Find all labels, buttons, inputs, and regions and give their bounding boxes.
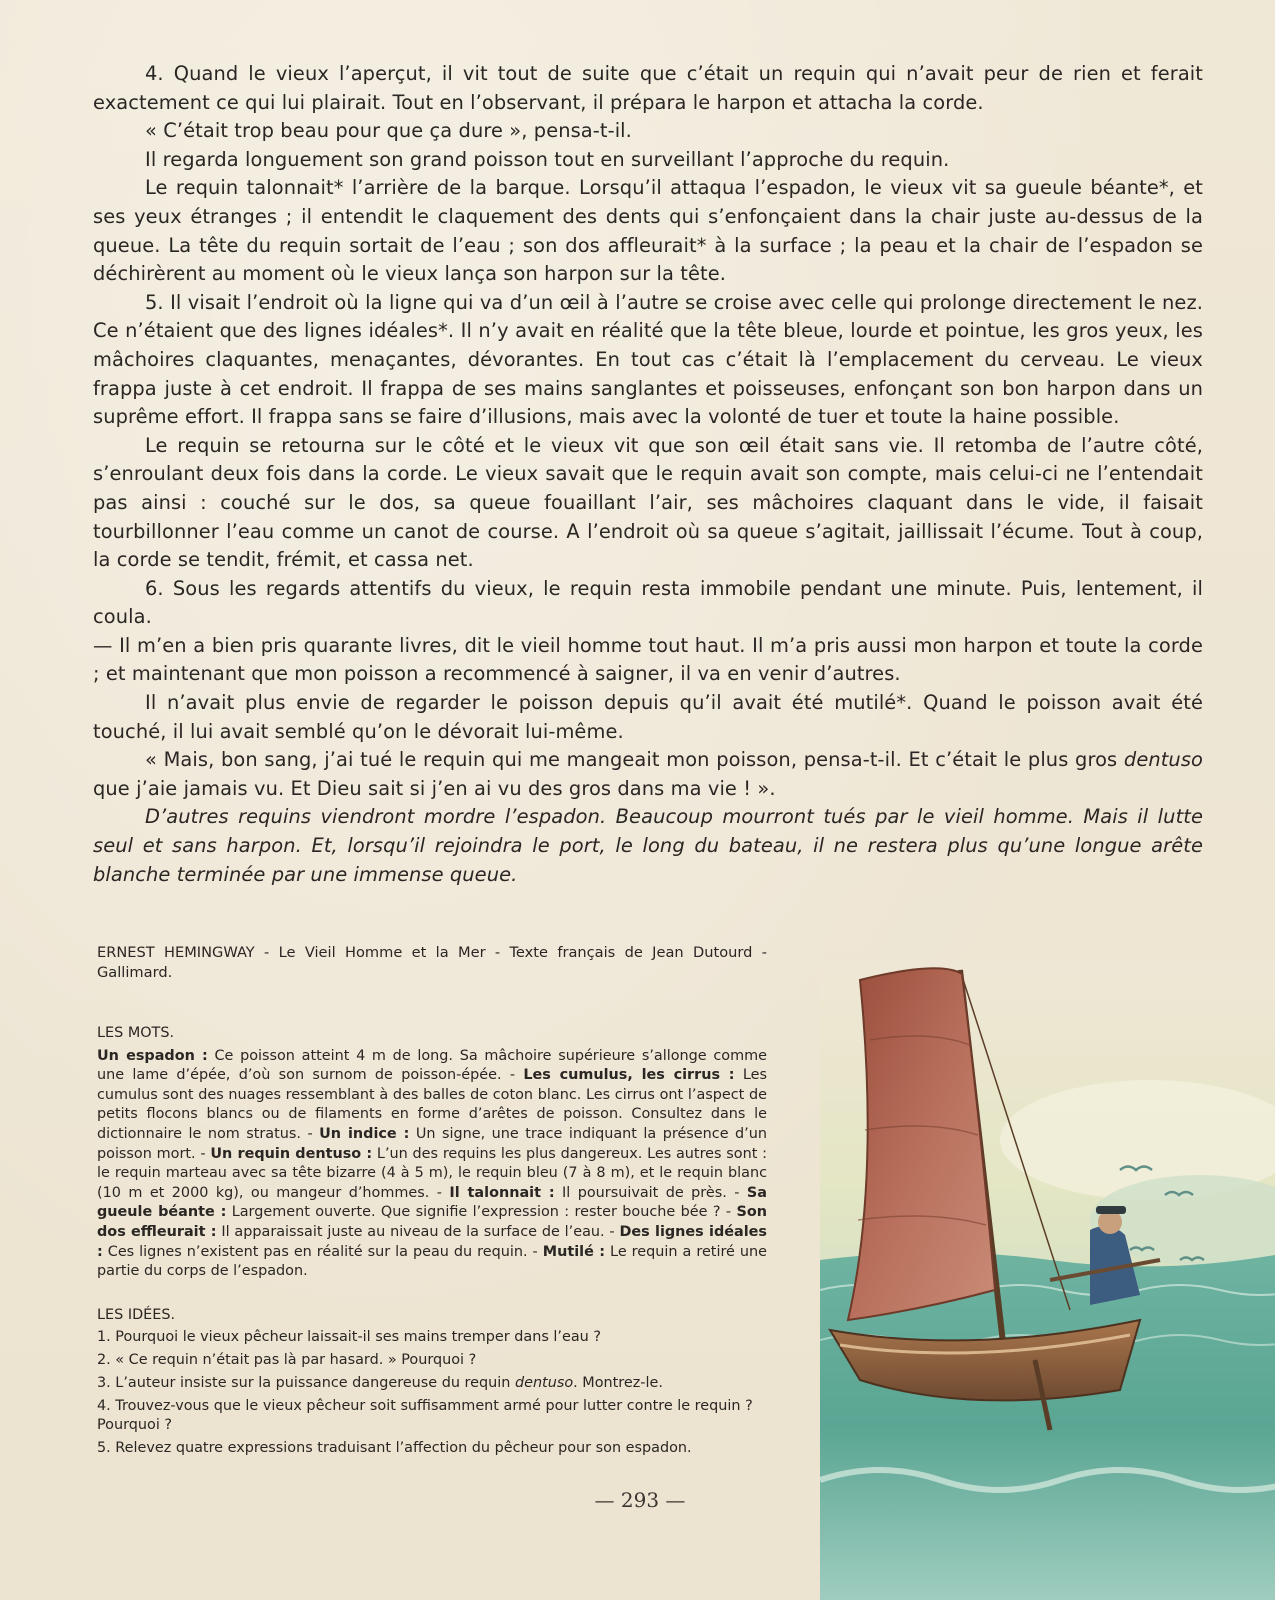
paragraph: 5. Il visait l’endroit où la ligne qui va d’un œil à l’autre se croise avec celle qui prolonge directement le nez. Ce n’étaient que des lignes idéales*. Il n’y avait en réalité que la tête bleue, lourde et pointue, les gros yeux, les mâchoires claquantes, menaçantes, dévorantes. En tout cas c’était là l’emplacement du cerveau. Le vieux frappa juste à cet endroit. Il frappa de ses mains sanglantes et poisseuses, enfonçant son bon harpon dans un suprême effort. Il frappa sans se faire d’illusions, mais avec la volonté de tuer et toute la haine possible.: [93, 290, 1203, 429]
question-text: . Montrez-le.: [573, 1375, 663, 1391]
definition: L’un des requins les plus dangereux. Les autres sont : le requin marteau avec sa tête bizarre (4 à 5 m), le requin bleu (7 à 8 m), et le requin blanc (10 m et 2000 kg), ou mangeur d’hommes. -: [97, 1145, 767, 1201]
question-list: [97, 1328, 767, 1458]
vocabulary-heading: LES MOTS.: [97, 1025, 175, 1041]
vocabulary-body: [97, 1048, 767, 1280]
definition: Un signe, une trace indiquant la présence d’un poisson mort. -: [97, 1125, 767, 1162]
sailboat-illustration: [820, 960, 1275, 1600]
story-text: [93, 60, 1203, 889]
term: Un espadon :: [97, 1047, 208, 1064]
question-item: [97, 1374, 767, 1393]
term: Il talonnait :: [449, 1184, 555, 1201]
paragraph: Il n’avait plus envie de regarder le poisson depuis qu’il avait été mutilé*. Quand le poisson avait été touché, il lui avait semblé qu’on le dévorait lui-même.: [93, 691, 1203, 743]
paragraph: [93, 746, 1203, 803]
term: Sa gueule béante :: [97, 1184, 767, 1221]
dentuso-term: dentuso: [1123, 748, 1203, 772]
question-item: 5. Relevez quatre expressions traduisant l’affection du pêcheur pour son espadon.: [97, 1440, 692, 1456]
dialogue-paragraph: — Il m’en a bien pris quarante livres, dit le vieil homme tout haut. Il m’a pris aussi mon harpon et toute la corde ; et maintenant que mon poisson a recommencé à saigner, il va en venir d’autres.: [93, 633, 1203, 686]
paragraph: « C’était trop beau pour que ça dure », pensa-t-il.: [145, 119, 632, 143]
definition: Ce poisson atteint 4 m de long. Sa mâchoire supérieure s’allonge comme une lame d’épée, d’où son surnom de poisson-épée. -: [97, 1047, 767, 1084]
term: Son dos effleurait :: [97, 1204, 767, 1240]
paragraph: 4. Quand le vieux l’aperçut, il vit tout de suite que c’était un requin qui n’avait peur de rien et ferait exactement ce qui lui plairait. Tout en l’observant, il prépara le harpon et attacha la corde.: [93, 62, 1203, 114]
paragraph-end: que j’aie jamais vu. Et Dieu sait si j’en ai vu des gros dans ma vie ! ».: [93, 776, 776, 800]
dentuso-term: dentuso: [514, 1375, 574, 1391]
question-text: 3. L’auteur insiste sur la puissance dangereuse du requin: [97, 1375, 515, 1391]
term: Un requin dentuso :: [210, 1145, 373, 1162]
term: Mutilé :: [542, 1243, 606, 1260]
term: Des lignes idéales :: [97, 1223, 767, 1260]
ideas-section: [97, 1306, 767, 1462]
definition: Il apparaissait juste au niveau de la surface de l’eau. -: [216, 1223, 620, 1240]
paragraph: 6. Sous les regards attentifs du vieux, le requin resta immobile pendant une minute. Puis, lentement, il coula.: [93, 576, 1203, 629]
definition: Largement ouverte. Que signifie l’expression : rester bouche bée ? -: [226, 1204, 737, 1221]
definition: Ces lignes n’existent pas en réalité sur la peau du requin. -: [102, 1243, 543, 1260]
question-item: 2. « Ce requin n’était pas là par hasard. » Pourquoi ?: [97, 1352, 477, 1368]
paragraph: Il regarda longuement son grand poisson tout en surveillant l’approche du requin.: [145, 147, 950, 171]
definition: Le requin a retiré une partie du corps de l’espadon.: [97, 1243, 767, 1280]
definition: Il poursuivait de près. -: [554, 1184, 747, 1201]
definition: Les cumulus sont des nuages ressemblant à des balles de coton blanc. Les cirrus ont l’aspect de petits flocons blancs ou de filaments en forme d’arêtes de poisson. Consultez dans le dictionnaire le nom stratus. -: [97, 1067, 767, 1142]
vocabulary-section: [97, 1024, 767, 1282]
paragraph: Le requin se retourna sur le côté et le vieux vit que son œil était sans vie. Il retomba de l’autre côté, s’enroulant deux fois dans la corde. Le vieux savait que le requin avait son compte, mais celui-ci ne l’entendait pas ainsi : couché sur le dos, sa queue fouaillant l’air, ses mâchoires claquant dans le vide, il faisait tourbillonner l’eau comme un canot de course. A l’endroit où sa queue s’agitait, jaillissait l’écume. Tout à coup, la corde se tendit, frémit, et cassa net.: [93, 433, 1203, 572]
question-item: 1. Pourquoi le vieux pêcheur laissait-il ses mains tremper dans l’eau ?: [97, 1329, 601, 1345]
term: Les cumulus, les cirrus :: [523, 1067, 735, 1084]
question-item: 4. Trouvez-vous que le vieux pêcheur soit suffisamment armé pour lutter contre le requin ? Pourquoi ?: [97, 1398, 753, 1433]
term: Un indice :: [319, 1125, 410, 1142]
summary-paragraph: D’autres requins viendront mordre l’espadon. Beaucoup mourront tués par le vieil homme. Mais il lutte seul et sans harpon. Et, lorsqu’il rejoindra le port, le long du bateau, il ne restera plus qu’une longue arête blanche terminée par une immense queue.: [93, 805, 1203, 886]
paragraph-start: « Mais, bon sang, j’ai tué le requin qui me mangeait mon poisson, pensa-t-il. Et c’était le plus gros: [145, 748, 1118, 772]
ideas-heading: LES IDÉES.: [97, 1307, 176, 1323]
paragraph: Le requin talonnait* l’arrière de la barque. Lorsqu’il attaqua l’espadon, le vieux vit sa gueule béante*, et ses yeux étranges ; il entendit le claquement des dents qui s’enfonçaient dans la chair juste au-dessus de la queue. La tête du requin sortait de l’eau ; son dos affleurait* à la surface ; la peau et la chair de l’espadon se déchirèrent au moment où le vieux lança son harpon sur la tête.: [93, 176, 1203, 286]
page-number: — 293 —: [594, 1488, 686, 1512]
source-credit: ERNEST HEMINGWAY - Le Vieil Homme et la Mer - Texte français de Jean Dutourd - Gallimard.: [97, 944, 767, 981]
